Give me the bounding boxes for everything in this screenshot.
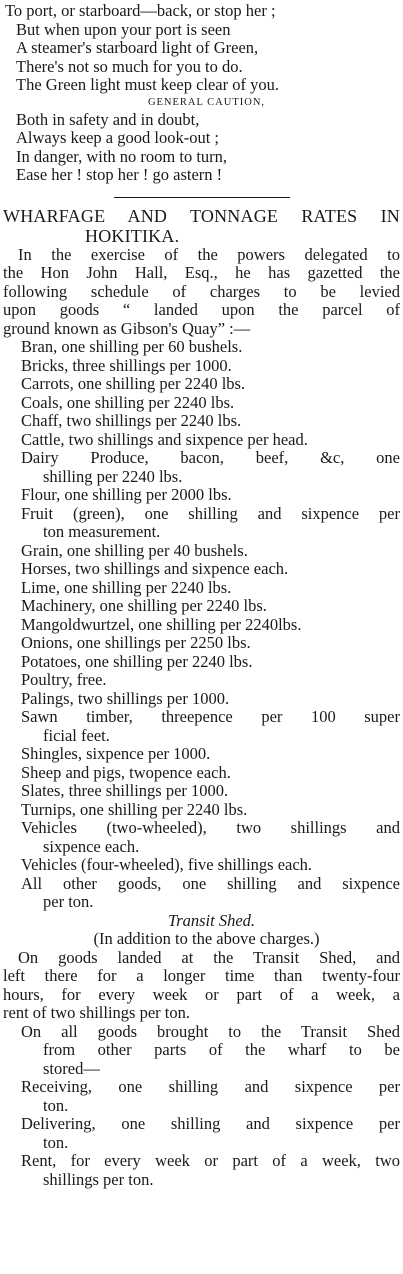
list-item <box>3 875 400 912</box>
list-item-line: Turnips, one shilling per 2240 lbs. <box>21 799 248 819</box>
poem-line: The Green light must keep clear of you. <box>16 75 279 94</box>
list-item <box>3 394 400 413</box>
transit-shed-list <box>3 1023 400 1190</box>
list-item-line: Horses, two shillings and sixpence each. <box>21 559 289 578</box>
list-item-line: Chaff, two shillings per 2240 lbs. <box>21 411 242 430</box>
list-item <box>3 690 400 709</box>
transit-shed-heading: Transit Shed. <box>167 910 256 930</box>
list-item-line: Receiving, one shilling and sixpence per <box>21 1077 400 1096</box>
list-item-continuation: stored— <box>43 1058 100 1078</box>
list-item-continuation: ton. <box>43 1095 69 1115</box>
list-item-line: Cattle, two shillings and sixpence per head. <box>21 429 308 449</box>
intro-line: In the exercise of the powers delegated to <box>18 244 400 264</box>
list-item <box>3 579 400 598</box>
transit-line: hours, for every week or part of a week, a <box>3 984 400 1004</box>
list-item <box>3 560 400 579</box>
list-item <box>3 597 400 616</box>
list-item-line: Bran, one shilling per 60 bushels. <box>21 337 243 356</box>
list-item <box>3 486 400 505</box>
list-item <box>3 745 400 764</box>
list-item-line: Shingles, sixpence per 1000. <box>21 744 211 763</box>
caution-heading: GENERAL CAUTION, <box>147 96 266 108</box>
list-item-line: Bricks, three shillings per 1000. <box>21 355 232 375</box>
poem-line: But when upon your port is seen <box>16 19 231 39</box>
intro-line: upon goods “ landed upon the parcel of <box>3 300 400 319</box>
list-item-line: Vehicles (four-wheeled), five shillings each. <box>21 855 313 874</box>
list-item <box>3 357 400 376</box>
list-item <box>3 1115 400 1152</box>
list-item <box>3 856 400 875</box>
list-item-line: Palings, two shillings per 1000. <box>21 688 230 708</box>
list-item-line: Flour, one shilling per 2000 lbs. <box>21 485 232 504</box>
list-item-continuation: per ton. <box>43 892 94 911</box>
list-item-continuation: ton measurement. <box>43 522 161 541</box>
list-item <box>3 634 400 653</box>
list-item <box>3 671 400 690</box>
list-item-continuation: ficial feet. <box>43 725 110 745</box>
intro-line: ground known as Gibson's Quay” :— <box>3 318 251 338</box>
list-item-line: Grain, one shilling per 40 bushels. <box>21 540 248 560</box>
poem-rules-of-the-road <box>3 2 400 95</box>
rate-schedule-list <box>3 338 400 912</box>
transit-shed-paragraph <box>3 949 400 1023</box>
intro-line: the Hon John Hall, Esq., he has gazetted the <box>3 263 400 282</box>
list-item-line: Rent, for every week or part of a week, two <box>21 1151 400 1170</box>
list-item <box>3 412 400 431</box>
transit-shed-note: (In addition to the above charges.) <box>93 929 320 948</box>
list-item-line: Mangoldwurtzel, one shilling per 2240lbs. <box>21 614 302 634</box>
list-item <box>3 1152 400 1189</box>
poem-line: To port, or starboard—back, or stop her ; <box>5 1 276 20</box>
list-item <box>3 801 400 820</box>
poem-line: A steamer's starboard light of Green, <box>16 38 259 57</box>
list-item-line: Slates, three shillings per 1000. <box>21 781 229 800</box>
poem-line: There's not so much for you to do. <box>16 56 243 76</box>
article-heading-line2: HOKITIKA. <box>85 225 180 246</box>
list-item <box>3 708 400 745</box>
list-item-line: Onions, one shillings per 2250 lbs. <box>21 633 251 652</box>
list-item-line: Sheep and pigs, twopence each. <box>21 762 231 782</box>
list-item <box>3 616 400 635</box>
list-item-line: Fruit (green), one shilling and sixpence per <box>21 503 400 523</box>
transit-line: left there for a longer time than twenty-four <box>3 966 400 985</box>
list-item-continuation: from other parts of the wharf to be <box>43 1040 400 1059</box>
list-item-line: Sawn timber, threepence per 100 super <box>21 707 400 726</box>
list-item <box>3 1078 400 1115</box>
section-divider <box>114 197 290 198</box>
list-item <box>3 764 400 783</box>
list-item <box>3 782 400 801</box>
caution-line: Both in safety and in doubt, <box>16 109 200 129</box>
list-item <box>3 1023 400 1079</box>
transit-line: rent of two shillings per ton. <box>3 1003 190 1022</box>
list-item-line: All other goods, one shilling and sixpence <box>21 873 400 893</box>
list-item-line: Machinery, one shilling per 2240 lbs. <box>21 596 267 615</box>
list-item-line: Delivering, one shilling and sixpence per <box>21 1114 400 1133</box>
caution-verse <box>3 111 400 185</box>
list-item <box>3 431 400 450</box>
list-item-continuation: shillings per ton. <box>43 1169 154 1189</box>
list-item-line: Lime, one shilling per 2240 lbs. <box>21 577 232 597</box>
article-heading-line1: WHARFAGE AND TONNAGE RATES IN <box>3 205 400 226</box>
list-item-line: Coals, one shilling per 2240 lbs. <box>21 392 235 412</box>
list-item-line: Vehicles (two-wheeled), two shillings and <box>21 818 400 837</box>
list-item <box>3 375 400 394</box>
list-item-continuation: sixpence each. <box>43 836 140 856</box>
list-item-line: Poultry, free. <box>21 670 107 689</box>
list-item-line: Carrots, one shilling per 2240 lbs. <box>21 374 246 393</box>
caution-line: Ease her ! stop her ! go astern ! <box>16 165 223 184</box>
intro-line: following schedule of charges to be levied <box>3 281 400 301</box>
list-item <box>3 653 400 672</box>
list-item <box>3 505 400 542</box>
caution-line: In danger, with no room to turn, <box>16 146 228 166</box>
transit-line: On goods landed at the Transit Shed, and <box>18 947 400 967</box>
list-item-line: Dairy Produce, bacon, beef, &c, one <box>21 448 400 467</box>
article-intro <box>3 246 400 339</box>
list-item <box>3 338 400 357</box>
list-item <box>3 819 400 856</box>
list-item <box>3 449 400 486</box>
list-item-continuation: ton. <box>43 1132 69 1152</box>
list-item <box>3 542 400 561</box>
list-item-continuation: shilling per 2240 lbs. <box>43 466 183 486</box>
list-item-line: Potatoes, one shilling per 2240 lbs. <box>21 651 253 671</box>
caution-line: Always keep a good look-out ; <box>16 128 220 147</box>
list-item-line: On all goods brought to the Transit Shed <box>21 1021 400 1041</box>
